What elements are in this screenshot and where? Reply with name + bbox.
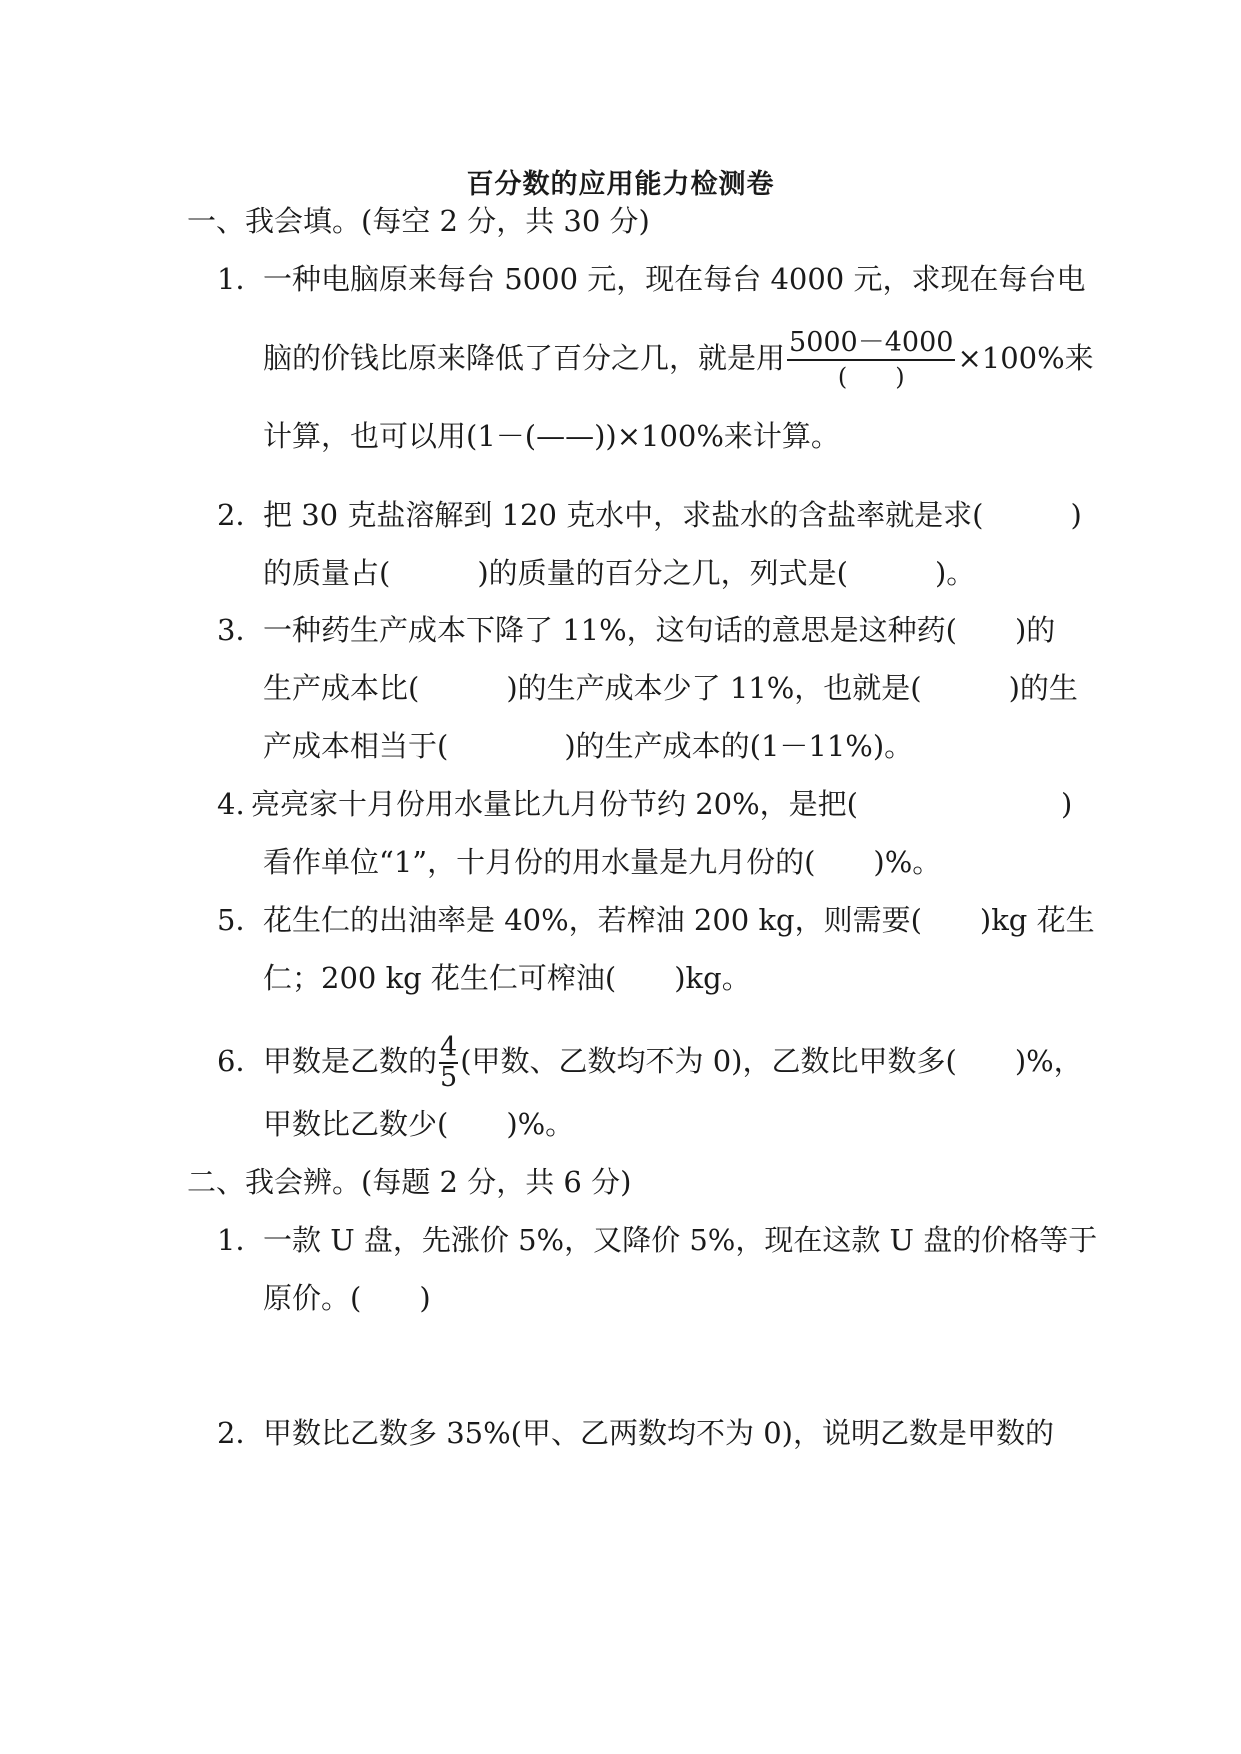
s1-q3-line2: 生产成本比( )的生产成本少了 11%，也就是( )的生	[263, 671, 1078, 705]
question-number: 1．	[217, 262, 265, 296]
s1-q5-line2: 仁；200 kg 花生仁可榨油( )kg。	[263, 961, 751, 995]
s1-q4-line2: 看作单位“1”，十月份的用水量是九月份的( )%。	[263, 845, 942, 879]
s1-q5-line1	[217, 898, 1095, 942]
question-text: 脑的价钱比原来降低了百分之几，就是用	[263, 341, 786, 375]
page-title: 百分数的应用能力检测卷	[466, 169, 775, 200]
s1-q3-line1	[217, 608, 1055, 652]
s1-q2-line2: 的质量占( )的质量的百分之几，列式是( )。	[263, 556, 976, 590]
s2-q1-line1	[217, 1218, 1097, 1262]
question-text: 一款 U 盘，先涨价 5%，又降价 5%，现在这款 U 盘的价格等于	[263, 1223, 1098, 1257]
s1-q1-line2	[263, 327, 1094, 393]
question-text: 甲数比乙数多 35%(甲、乙两数均不为 0)，说明乙数是甲数的	[263, 1416, 1054, 1450]
question-text: 把 30 克盐溶解到 120 克水中，求盐水的含盐率就是求( )	[263, 498, 1082, 532]
question-text: 亮亮家十月份用水量比九月份节约 20%，是把( )	[251, 787, 1073, 821]
fraction-numerator: 5000－4000	[787, 327, 955, 361]
question-number: 5．	[217, 903, 265, 937]
question-text: (甲数、乙数均不为 0)，乙数比甲数多( )%，	[460, 1044, 1083, 1078]
s1-q1-line3: 计算，也可以用(1－(——))×100%来计算。	[263, 419, 840, 453]
question-number: 3．	[217, 613, 265, 647]
question-number: 2．	[217, 498, 265, 532]
question-text: ×100%来	[957, 341, 1094, 375]
question-number: 6．	[217, 1044, 265, 1078]
fraction-numerator: 4	[440, 1032, 458, 1063]
s1-q2-line1	[217, 493, 1082, 537]
s1-q6-line1	[217, 1034, 1083, 1092]
fraction-denominator: 5	[440, 1062, 458, 1093]
question-number: 2．	[217, 1416, 265, 1450]
s1-q1-line1	[217, 257, 1085, 301]
question-text: 花生仁的出油率是 40%，若榨油 200 kg，则需要( )kg 花生	[263, 903, 1095, 937]
fraction	[787, 327, 955, 393]
question-number: 1．	[217, 1223, 265, 1257]
s2-q2-line1	[217, 1411, 1054, 1455]
fraction-denominator-blank: ( )	[837, 363, 905, 391]
s1-q4-line1	[217, 782, 1072, 826]
fraction	[439, 1034, 458, 1092]
question-text: 甲数是乙数的	[263, 1044, 438, 1078]
section1-heading: 一、我会填。(每空 2 分，共 30 分)	[187, 204, 650, 238]
question-text: 一种药生产成本下降了 11%，这句话的意思是这种药( )的	[263, 613, 1056, 647]
s1-q6-line2: 甲数比乙数少( )%。	[263, 1107, 575, 1141]
section2-heading: 二、我会辨。(每题 2 分，共 6 分)	[187, 1165, 632, 1199]
s2-q1-line2: 原价。( )	[263, 1281, 431, 1315]
s1-q3-line3: 产成本相当于( )的生产成本的(1－11%)。	[263, 729, 914, 763]
question-number: 4.	[217, 787, 245, 821]
question-text: 一种电脑原来每台 5000 元，现在每台 4000 元，求现在每台电	[263, 262, 1086, 296]
